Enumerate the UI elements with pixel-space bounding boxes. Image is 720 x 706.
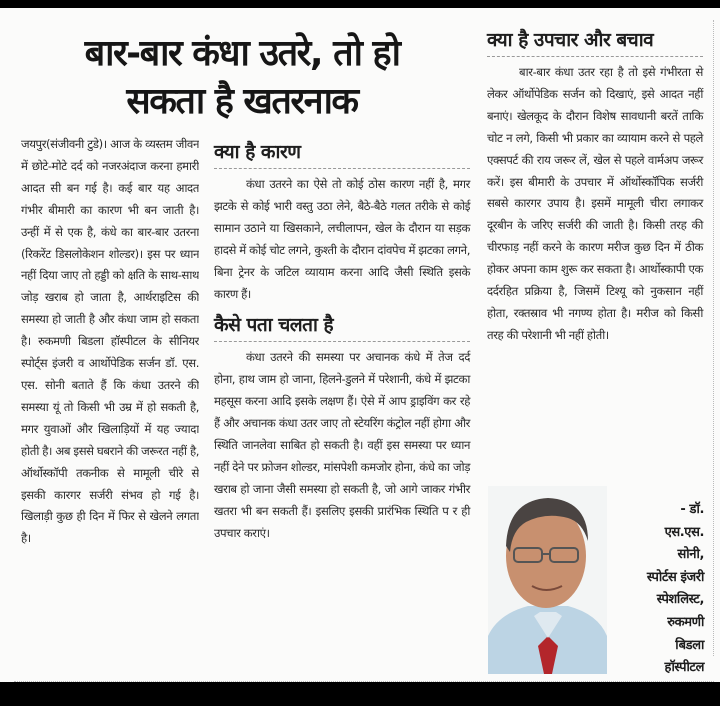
intro-column xyxy=(21,134,199,674)
signature-line: बिडला xyxy=(675,637,704,653)
signature-line: स्पेशलिस्ट, xyxy=(656,592,704,608)
signature-line: एस.एस. xyxy=(664,524,704,540)
headline-line-1: बार-बार कंधा उतरे, तो हो xyxy=(84,33,400,74)
signature-line: - डॉ. xyxy=(680,502,704,517)
signature-line: रुकमणी xyxy=(667,614,704,630)
dotted-border-bottom xyxy=(14,681,714,682)
section-body-symptoms: कंधा उतरने की समस्या पर अचानक कंधे में तेज दर्द होना, हाथ जाम हो जाना, हिलने-डुलने में परेशानी, कंधे में झटका महसूस करना आदि इसके लक्षण हैं। ऐसे में आप ड्राइविंग कर रहे हैं और अचानक कंधा उतर जाए तो स्टेयरिंग कंट्रोल नहीं होगा और स्थिति जानलेवा साबित हो सकती है। वहीं इस समस्या पर ध्यान नहीं देने पर फ्रोजन शोल्डर, मांसपेशी कमजोर होना, कंधे का जोड़ खराब हो जाना जैसी समस्या हो सकती है, जो आगे जाकर गंभीर खतरा भी बन सकती हैं। इसलिए इसकी प्रारंभिक स्थिति प र ही उपचार कराएं। xyxy=(214,350,470,540)
doctor-signature xyxy=(600,499,704,680)
section-body-treatment: बार-बार कंधा उतर रहा है तो इसे गंभीरता से लेकर ऑर्थोपेडिक सर्जन को दिखाएं, इसे आदत नहीं बनाएं। खेलकूद के दौरान विशेष सावधानी बरतें ताकि चोट न लगे, किसी भी प्रकार का व्यायाम करने से पहले एक्सपर्ट की राय जरूर लें, खेल से पहले वार्मअप जरूर करें। इस बीमारी के उपचार में ऑर्थोस्कॉपिक सर्जरी सबसे कारगर उपाय है। इसमें मामूली चीरा लगाकर दूरबीन के जरिए सर्जरी की जाती है। किसी तरह की चीरफाड़ नहीं करने के कारण मरीज कुछ दिन में ठीक होकर अपना काम शुरू कर सकता है। आर्थोस्कापी एक दर्दरहित प्रक्रिया है, जिसमें टिश्यू को नुकसान नहीं होता, रक्तस्राव भी नगण्य होता है। मरीज को किसी तरह की परेशानी भी नहीं होती। xyxy=(487,65,703,342)
doctor-photo xyxy=(488,486,607,674)
section-heading-symptoms: कैसे पता चलता है xyxy=(214,311,470,342)
intro-paragraph: जयपुर(संजीवनी टुडे)। आज के व्यस्तम जीवन में छोटे-मोटे दर्द को नजरअंदाज करना हमारी आदत सी बन गई है। कई बार यह आदत गंभीर बीमारी का कारण भी बन जाती है। उन्हीं में से एक है, कंधे का बार-बार उतरना (रिकरेंट डिसलोकेशन शोल्डर)। इस पर ध्यान नहीं दिया जाए तो हड्डी को क्षति के साथ-साथ जोड़ खराब हो जाता है, आर्थराइटिस की समस्या हो जाती है और कंधा जाम हो सकता है। रुकमणी बिडला हॉस्पीटल के सीनियर स्पोर्ट्स इंजरी व आर्थोपेडिक सर्जन डॉ. एस. एस. सोनी बताते हैं कि कंधा उतरने की समस्या यूं तो किसी भी उम्र में हो सकती है, मगर युवाओं और खिलाड़ियों में यह ज्यादा होती है। अब इससे घबराने की जरूरत नहीं है, ऑर्थोस्कॉपी तकनीक से मामूली चीरे से इसकी कारगर सर्जरी संभव हो गई है। खिलाड़ी कुछ ही दिन में फिर से खेलने लगता है। xyxy=(21,137,199,546)
newspaper-clipping xyxy=(0,8,720,682)
section-heading-causes: क्या है कारण xyxy=(214,138,470,169)
dotted-border-right xyxy=(713,20,714,656)
signature-line: हॉस्पीटल xyxy=(664,660,704,676)
signature-line: स्पोर्टस इंजरी xyxy=(646,569,704,585)
right-column xyxy=(487,26,703,347)
section-body-causes: कंधा उतरने का ऐसे तो कोई ठोस कारण नहीं है, मगर झटके से कोई भारी वस्तु उठा लेने, बैठे-बैठे गलत तरीके से कोई सामान उठाने या खिसकाने, लचीलापन, खेल के दौरान या सड़क हादसे में कोई चोट लगने, कुश्ती के दौरान दांवपेच में झटका लगने, बिना ट्रेनर के जटिल व्यायाम करना आदि जैसी स्थिति इसके कारण हैं। xyxy=(214,177,470,301)
headline xyxy=(12,30,472,126)
doctor-portrait-image xyxy=(488,486,607,674)
middle-column xyxy=(214,138,470,545)
signature-line: सोनी, xyxy=(677,547,704,563)
headline-line-2: सकता है खतरनाक xyxy=(126,81,358,122)
section-heading-treatment: क्या है उपचार और बचाव xyxy=(487,26,703,57)
